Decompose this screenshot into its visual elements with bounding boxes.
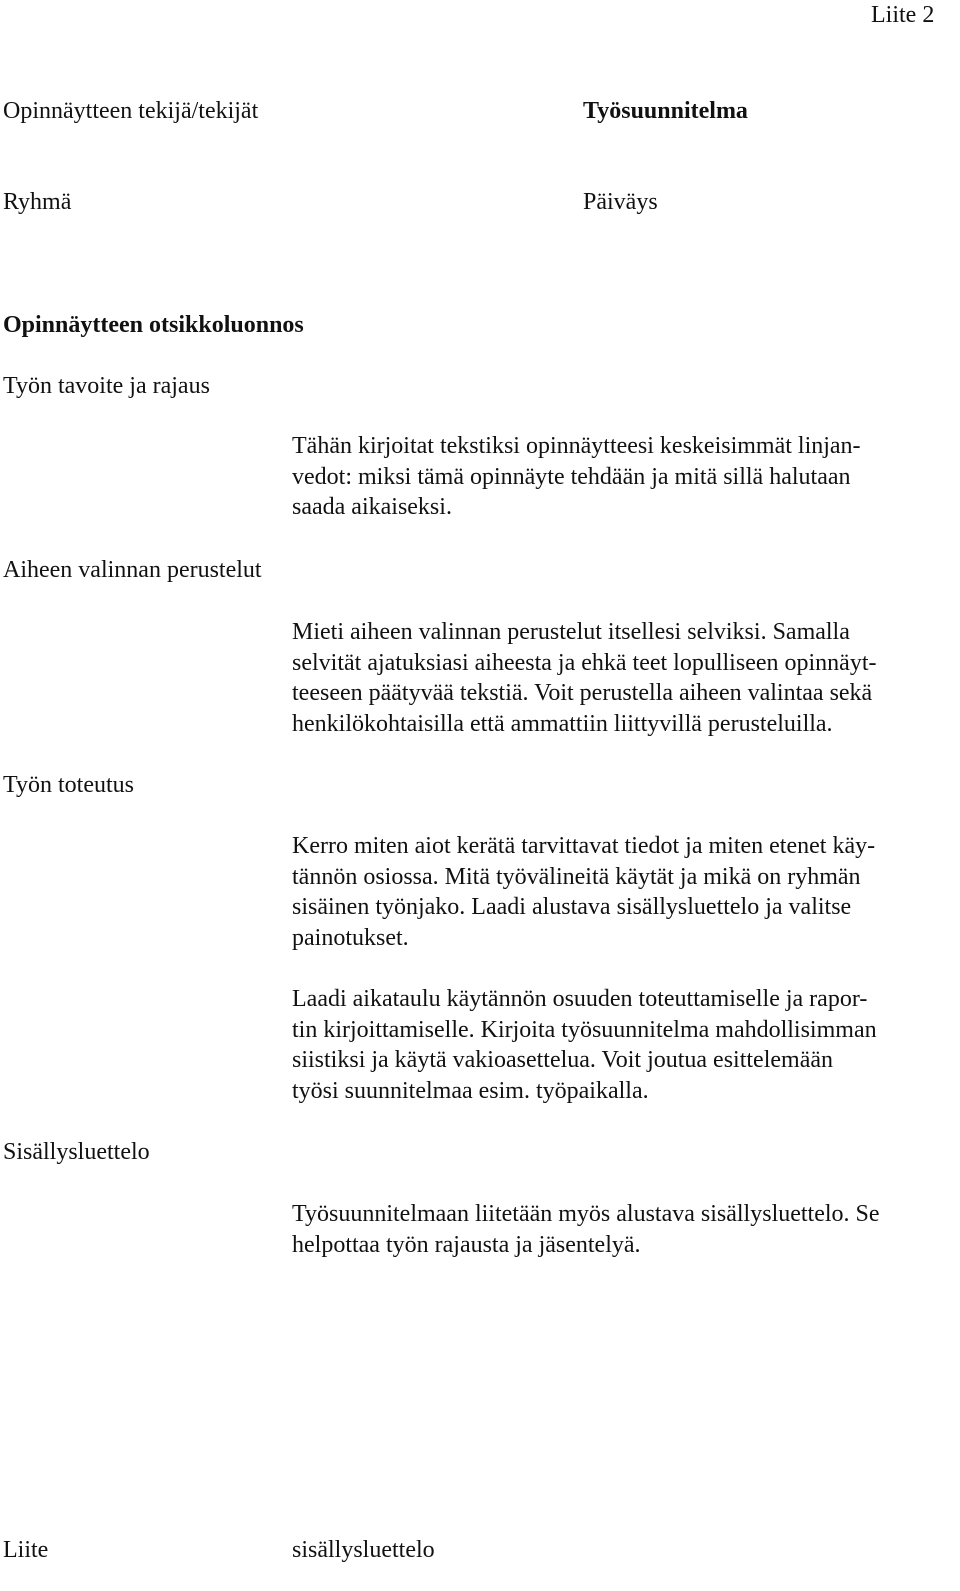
rationale-line: teeseen päätyvää tekstiä. Voit perustella aiheen valintaa sekä (292, 680, 873, 706)
rationale-line: selvität ajatuksiasi aiheesta ja ehkä teet lopulliseen opinnäyt- (292, 649, 877, 676)
rationale-line: Mieti aiheen valinnan perustelut itsellesi selviksi. Samalla (292, 619, 850, 645)
goal-paragraph (292, 431, 932, 523)
toc-paragraph (292, 1199, 932, 1260)
implementation-paragraph-2 (292, 984, 932, 1106)
group-label: Ryhmä (3, 189, 72, 215)
date-label: Päiväys (583, 189, 658, 215)
rationale-line: henkilökohtaisilla että ammattiin liittyvillä perusteluilla. (292, 710, 833, 737)
authors-label: Opinnäytteen tekijä/tekijät (3, 98, 259, 124)
goal-line: saada aikaiseksi. (292, 494, 452, 520)
goal-line: vedot: miksi tämä opinnäyte tehdään ja mitä sillä halutaan (292, 463, 851, 490)
implementation-line: Kerro miten aiot kerätä tarvittavat tiedot ja miten etenet käy- (292, 833, 876, 859)
toc-line: helpottaa työn rajausta ja jäsentelyä. (292, 1231, 641, 1258)
implementation-section-label: Työn toteutus (3, 772, 134, 798)
rationale-section-label: Aiheen valinnan perustelut (3, 557, 262, 583)
title-draft-heading: Opinnäytteen otsikkoluonnos (3, 312, 304, 338)
appendix-footer-value: sisällysluettelo (292, 1537, 435, 1563)
document-title: Työsuunnitelma (583, 98, 748, 124)
implementation-line: tin kirjoittamiselle. Kirjoita työsuunnitelma mahdollisimman (292, 1016, 877, 1043)
appendix-label: Liite 2 (871, 2, 935, 28)
implementation-line: sisäinen työnjako. Laadi alustava sisällysluettelo ja valitse (292, 894, 852, 920)
appendix-footer-label: Liite (3, 1537, 49, 1563)
implementation-line: tännön osiossa. Mitä työvälineitä käytät ja mikä on ryhmän (292, 863, 861, 890)
implementation-line: painotukset. (292, 924, 409, 951)
toc-section-label: Sisällysluettelo (3, 1139, 150, 1165)
implementation-line: siistiksi ja käytä vakioasettelua. Voit joutua esittelemään (292, 1047, 833, 1073)
goal-line: Tähän kirjoitat tekstiksi opinnäytteesi keskeisimmät linjan- (292, 433, 861, 459)
rationale-paragraph (292, 617, 932, 739)
implementation-paragraph-1 (292, 831, 932, 953)
goal-section-label: Työn tavoite ja rajaus (3, 373, 210, 399)
implementation-line: Laadi aikataulu käytännön osuuden toteuttamiselle ja rapor- (292, 986, 868, 1012)
implementation-line: työsi suunnitelmaa esim. työpaikalla. (292, 1077, 649, 1104)
toc-line: Työsuunnitelmaan liitetään myös alustava sisällysluettelo. Se (292, 1201, 880, 1227)
